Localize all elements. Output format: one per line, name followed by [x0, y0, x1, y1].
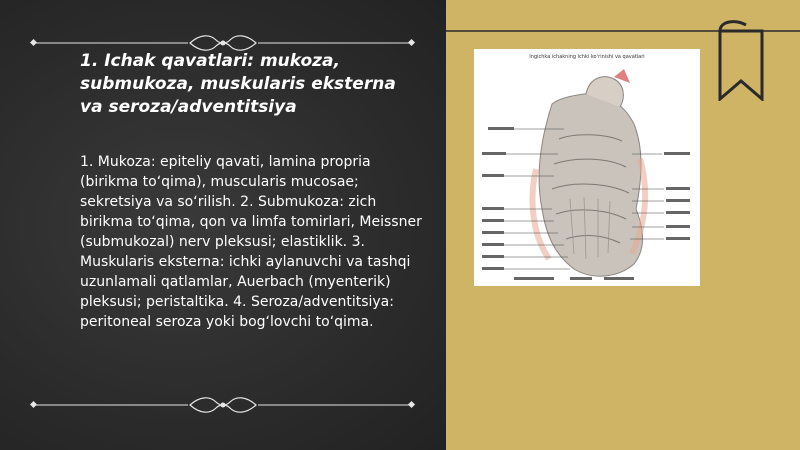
slide-title: 1. Ichak qavatlari: mukoza, submukoza, muskularis eksterna va seroza/adventitsiya — [80, 51, 396, 117]
anatomy-figure — [474, 49, 700, 286]
anatomy-illustration-icon — [474, 49, 700, 286]
ornament-divider-bottom — [30, 390, 416, 420]
slide-body-text: 1. Mukoza: epiteliy qavati, lamina propria (birikma toʻqima), muscularis mucosae; sekretsiya va soʻrilish. 2. Submukoza: zich birikma toʻqima, qon va limfa tomirlari, Meissner (submukozal) nerv pleksusi; elastiklik. 3. Muskularis eksterna: ichki aylanuvchi va tashqi uzunlamali qatlamlar, Auerbach (myenterik) pleksusi; peristaltika. 4. Seroza/adventitsiya: peritoneal seroza yoki bogʻlovchi toʻqima. — [80, 154, 422, 330]
figure-caption: Ingichka ichakning ichki koʻrinishi va qavatlari — [529, 54, 645, 60]
bookmark-icon — [716, 17, 766, 101]
